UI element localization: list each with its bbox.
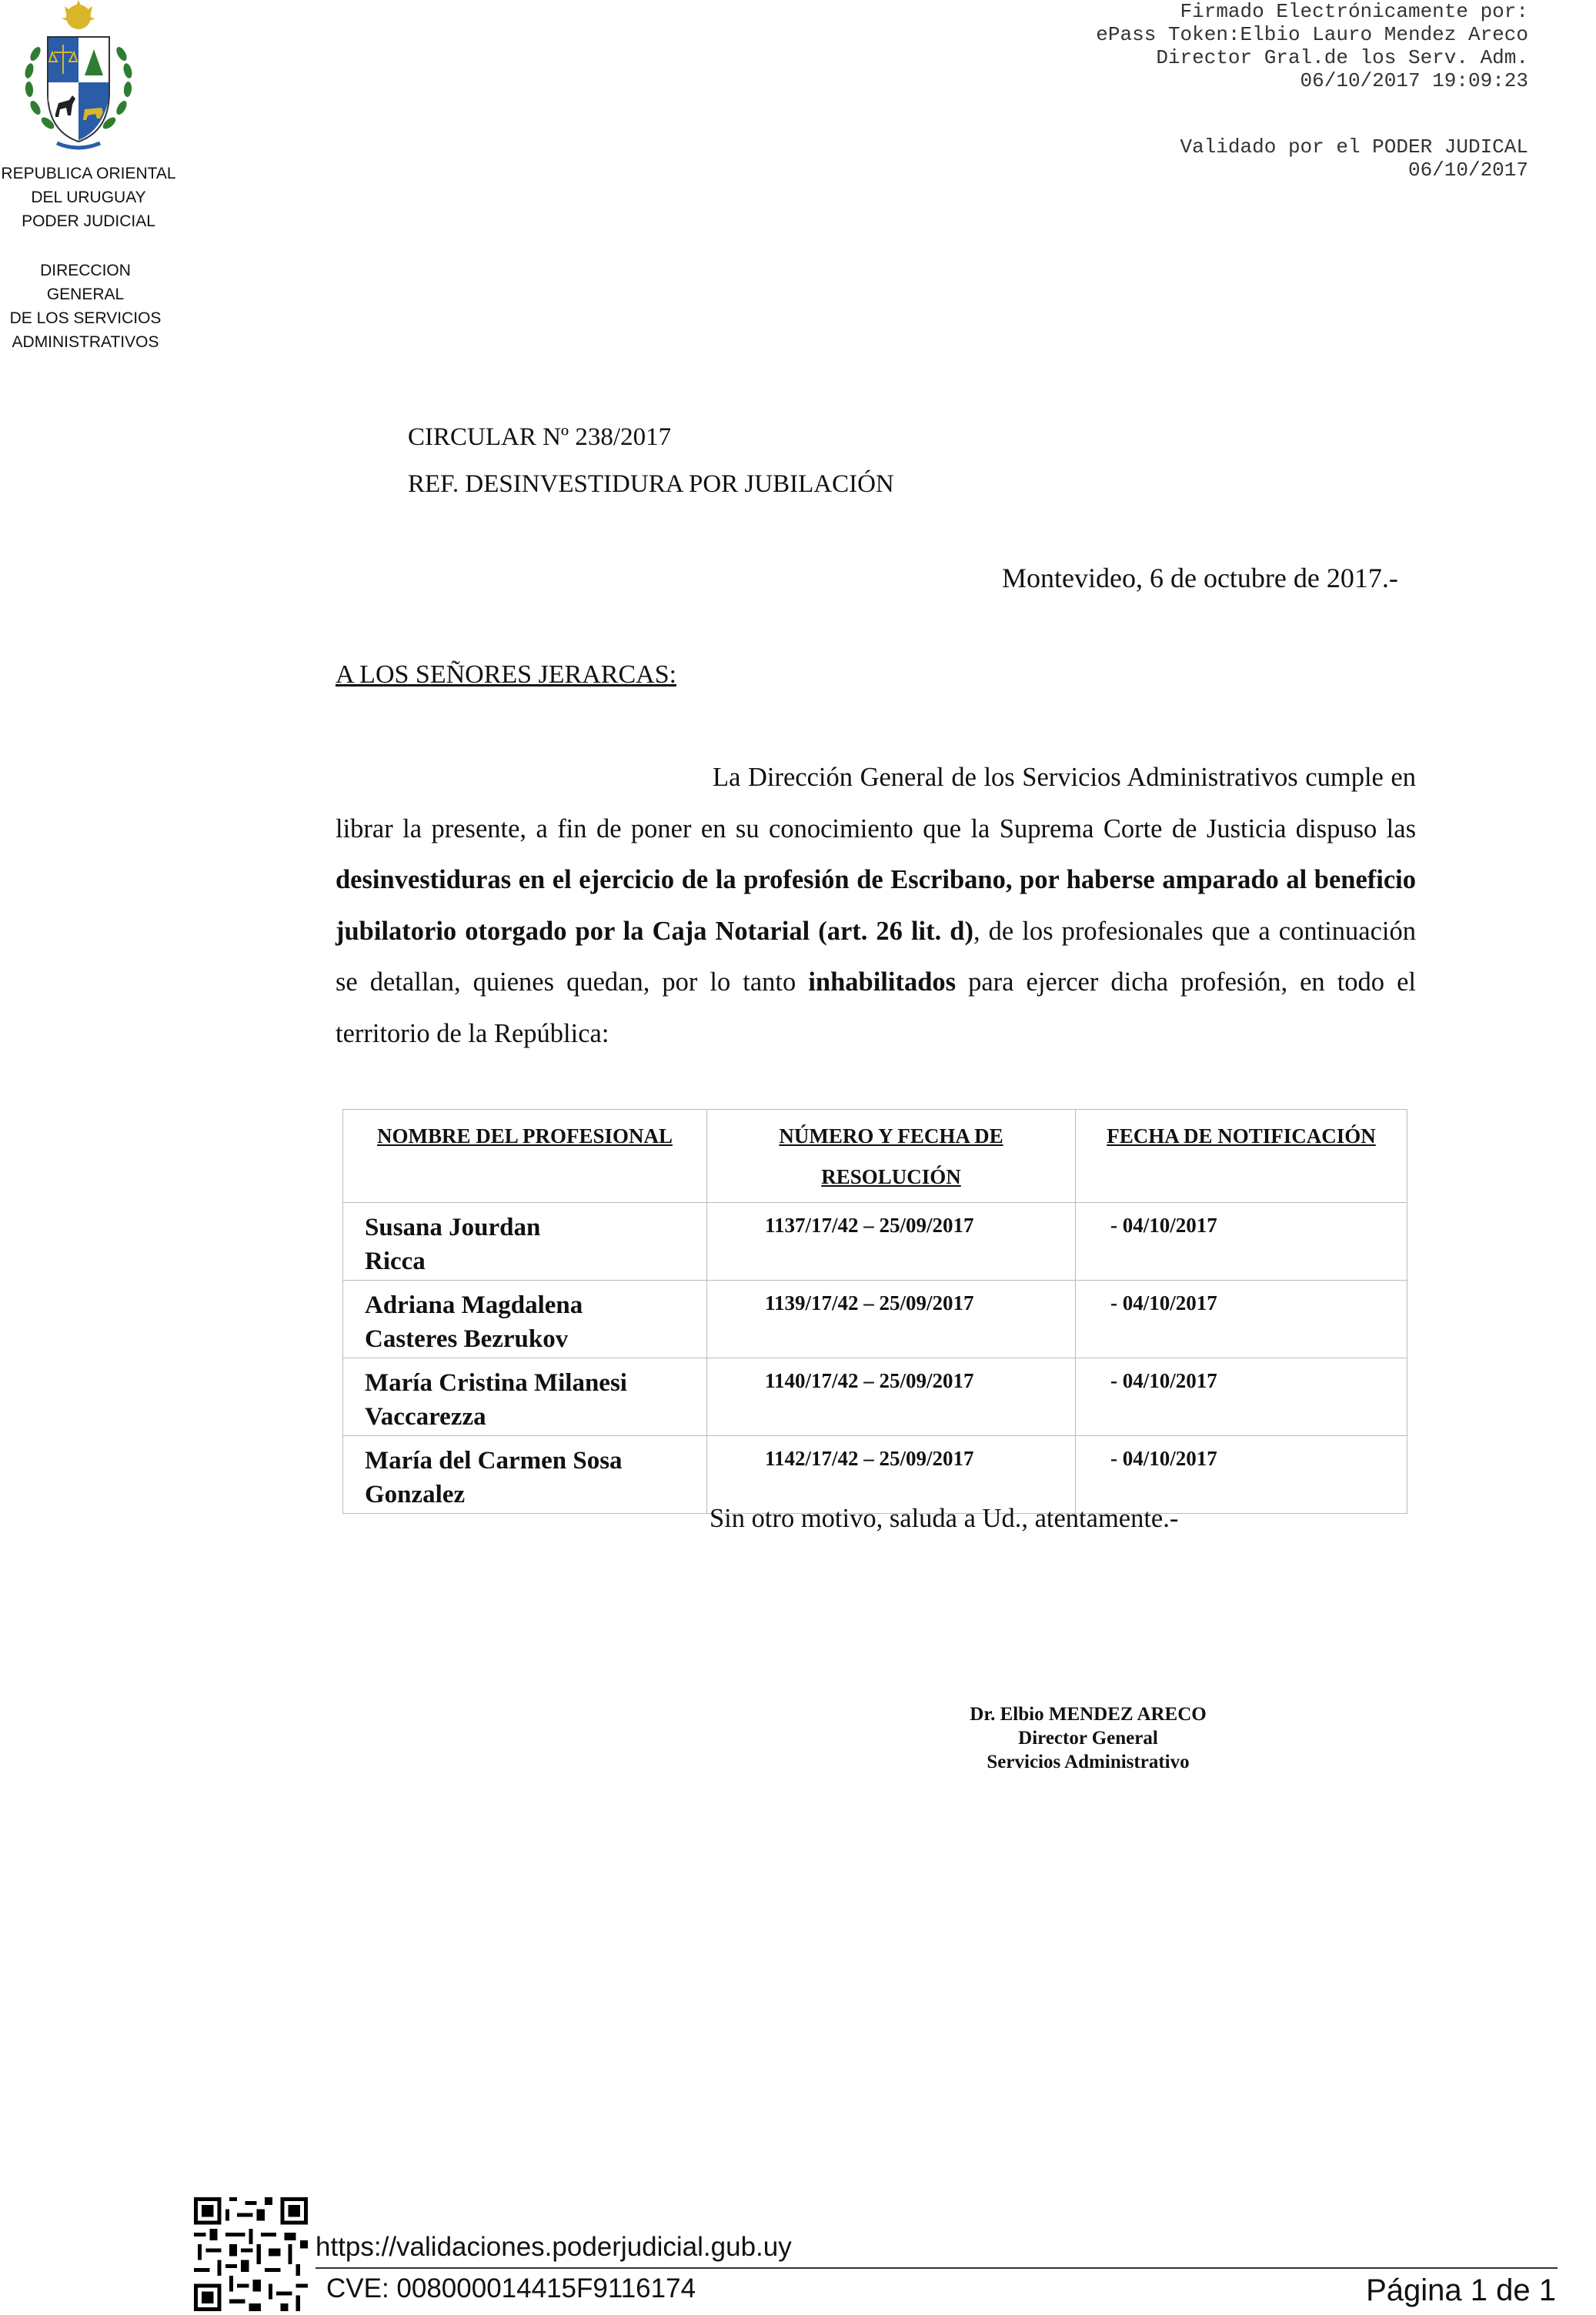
qr-code-icon: [194, 2197, 308, 2311]
name-line: Vaccarezza: [365, 1403, 486, 1431]
cell-notification: - 04/10/2017: [1076, 1436, 1407, 1514]
name-line: Gonzalez: [365, 1481, 466, 1508]
cell-resolution: 1142/17/42 – 25/09/2017: [707, 1436, 1076, 1514]
cell-resolution: 1137/17/42 – 25/09/2017: [707, 1203, 1076, 1281]
header-resolution-line: RESOLUCIÓN: [821, 1165, 961, 1188]
table-row: [343, 1436, 1407, 1514]
name-line: Casteres Bezrukov: [365, 1325, 569, 1353]
name-line: Ricca: [365, 1248, 426, 1275]
letterhead-dept-line: ADMINISTRATIVOS: [12, 333, 159, 351]
letterhead-dept-line: DIRECCION GENERAL: [40, 262, 131, 303]
signature-line: Director Gral.de los Serv. Adm.: [1156, 46, 1528, 69]
signer-title: Director General: [1018, 1728, 1158, 1749]
circular-reference: REF. DESINVESTIDURA POR JUBILACIÓN: [408, 470, 894, 498]
signer-name: Dr. Elbio MENDEZ ARECO: [970, 1704, 1207, 1725]
signer-office: Servicios Administrativo: [987, 1752, 1190, 1772]
header-name: [343, 1110, 707, 1203]
header-resolution: [707, 1110, 1076, 1203]
cell-notification: - 04/10/2017: [1076, 1281, 1407, 1358]
letterhead-org-line: DEL URUGUAY: [31, 189, 146, 206]
circular-header: [408, 414, 894, 508]
validation-url[interactable]: https://validaciones.poderjudicial.gub.uy: [316, 2232, 792, 2262]
cell-name: [343, 1203, 707, 1281]
body-text-segment: La Dirección General de los Servicios Administrativos cumple en librar la presente, a fin de poner en su conocimiento que la Suprema Corte de Justicia dispuso las: [336, 763, 1416, 843]
header-notification-label: FECHA DE NOTIFICACIÓN: [1107, 1124, 1376, 1147]
cell-notification: - 04/10/2017: [1076, 1203, 1407, 1281]
header-notification: [1076, 1110, 1407, 1203]
body-paragraph: [336, 752, 1416, 1059]
page-number: Página 1 de 1: [1366, 2273, 1556, 2307]
table-row: [343, 1281, 1407, 1358]
table-header-row: [343, 1110, 1407, 1203]
body-bold-segment: inhabilitados: [808, 967, 957, 997]
signature-line: ePass Token:Elbio Lauro Mendez Areco: [1096, 23, 1528, 46]
name-line: Adriana Magdalena: [365, 1291, 583, 1319]
name-line: María Cristina Milanesi: [365, 1369, 627, 1397]
body-bold-segment: desinvestiduras en el ejercicio de la profesión de Escribano, por haberse amparado al beneficio jubilatorio otorgado por la Caja Notarial (art. 26 lit. d): [336, 865, 1416, 946]
validation-line: 06/10/2017: [1407, 159, 1528, 182]
electronic-signature-block: [1096, 0, 1528, 92]
cve-code: CVE: 008000014415F9116174: [326, 2273, 696, 2303]
addressee: A LOS SEÑORES JERARCAS:: [336, 660, 677, 689]
cell-name: [343, 1281, 707, 1358]
signer-block: [896, 1702, 1280, 1774]
name-line: María del Carmen Sosa: [365, 1447, 623, 1475]
body-text-segment: , de los profesionales que a continuación se detallan, quienes quedan, por lo tanto: [336, 916, 1416, 997]
validation-block: [1180, 135, 1528, 182]
letterhead-org-line: PODER JUDICIAL: [22, 212, 155, 230]
header-resolution-line: NÚMERO Y FECHA DE: [779, 1124, 1003, 1147]
signature-line: 06/10/2017 19:09:23: [1300, 69, 1528, 92]
circular-number: CIRCULAR Nº 238/2017: [408, 423, 672, 451]
document-date: Montevideo, 6 de octubre de 2017.-: [1002, 563, 1398, 593]
name-line: Susana Jourdan: [365, 1214, 541, 1241]
body-text-segment: para ejercer dicha profesión, en todo el territorio de la República:: [336, 967, 1416, 1048]
letterhead-organization: [0, 162, 177, 233]
header-name-label: NOMBRE DEL PROFESIONAL: [376, 1124, 673, 1147]
closing-line: Sin otro motivo, saluda a Ud., atentamente.-: [710, 1504, 1179, 1533]
cell-resolution: 1139/17/42 – 25/09/2017: [707, 1281, 1076, 1358]
letterhead-org-line: REPUBLICA ORIENTAL: [1, 165, 176, 182]
footer-divider: [316, 2267, 1558, 2269]
table-row: [343, 1203, 1407, 1281]
letterhead-department: [0, 259, 171, 354]
cell-resolution: 1140/17/42 – 25/09/2017: [707, 1358, 1076, 1436]
cell-notification: - 04/10/2017: [1076, 1358, 1407, 1436]
professionals-table: [342, 1109, 1407, 1514]
cell-name: [343, 1358, 707, 1436]
cell-name: [343, 1436, 707, 1514]
table-row: [343, 1358, 1407, 1436]
coat-of-arms-seal: [11, 0, 146, 158]
letterhead-dept-line: DE LOS SERVICIOS: [9, 309, 162, 327]
validation-line: Validado por el PODER JUDICAL: [1180, 135, 1528, 159]
signature-line: Firmado Electrónicamente por:: [1180, 0, 1528, 23]
